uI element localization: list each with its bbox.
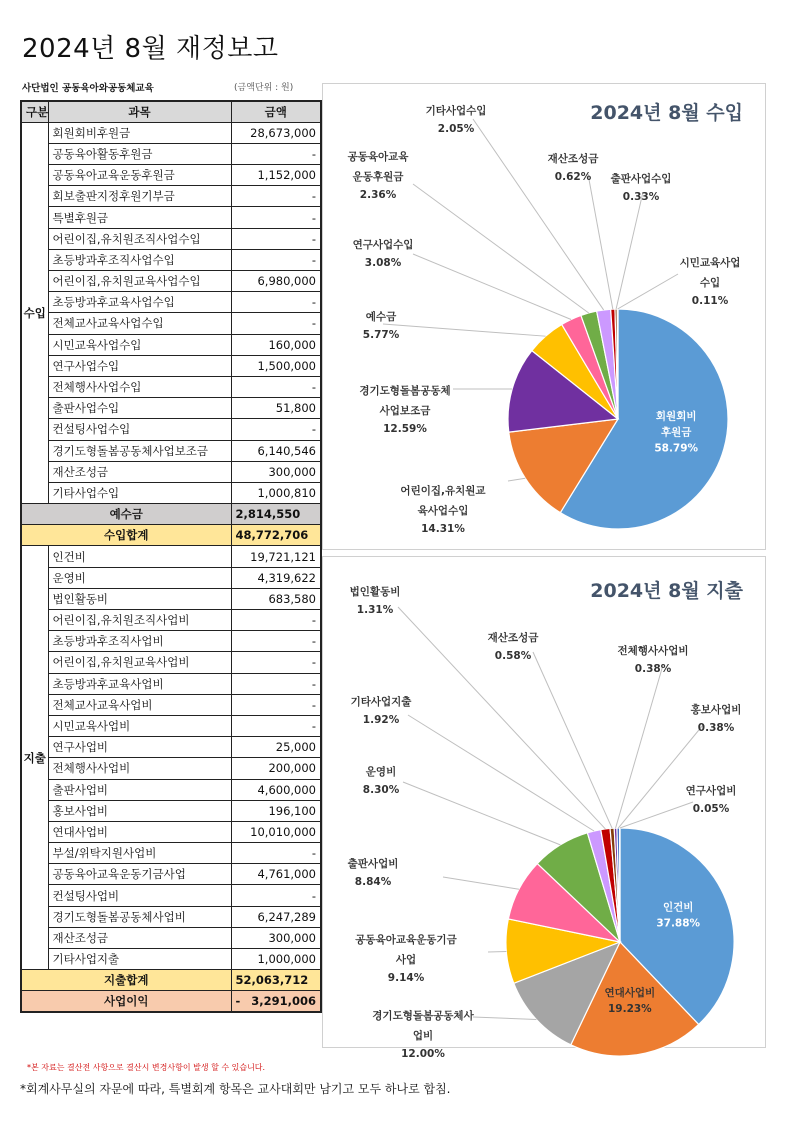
item-name: 시민교육사업비 <box>48 715 231 736</box>
table-row <box>21 376 321 397</box>
profit-value: 3,291,006 <box>251 994 316 1009</box>
leader-line <box>413 254 571 319</box>
table-row <box>21 546 321 567</box>
slice-label: 재산조성금 <box>547 153 599 165</box>
item-amount: 25,000 <box>231 737 321 758</box>
item-amount: 10,010,000 <box>231 821 321 842</box>
slice-value-label: 12.59% <box>383 423 427 435</box>
table-row <box>21 949 321 970</box>
item-amount: 1,500,000 <box>231 355 321 376</box>
item-amount: - <box>231 186 321 207</box>
deposit-label: 예수금 <box>21 504 231 525</box>
leader-line <box>413 184 589 313</box>
item-amount: - <box>231 715 321 736</box>
leader-line <box>618 274 678 309</box>
table-row <box>21 737 321 758</box>
table-header-row <box>21 101 321 122</box>
table-row <box>21 588 321 609</box>
item-amount: - <box>231 249 321 270</box>
item-amount: 4,319,622 <box>231 567 321 588</box>
item-amount: 200,000 <box>231 758 321 779</box>
table-row <box>21 631 321 652</box>
leader-line <box>508 478 525 481</box>
slice-value-label: 0.11% <box>691 295 729 307</box>
slice-label: 법인활동비 <box>349 586 401 598</box>
item-name: 컨설팅사업수입 <box>48 419 231 440</box>
item-amount: - <box>231 419 321 440</box>
leader-line <box>473 119 604 310</box>
item-name: 연대사업비 <box>48 821 231 842</box>
slice-label: 출판사업비 <box>347 858 399 870</box>
income-group-label: 수입 <box>21 122 48 503</box>
item-amount: 28,673,000 <box>231 122 321 143</box>
finance-table <box>20 100 322 1013</box>
item-amount: - <box>231 843 321 864</box>
slice-value-label: 0.05% <box>692 803 730 815</box>
item-name: 경기도형돌봄공동체사업보조금 <box>48 440 231 461</box>
item-amount: 1,152,000 <box>231 165 321 186</box>
item-amount: - <box>231 673 321 694</box>
slice-label: 회원회비 <box>655 410 697 423</box>
item-name: 홍보사업비 <box>48 800 231 821</box>
item-amount: 4,600,000 <box>231 779 321 800</box>
column-header: 구분 <box>21 101 48 122</box>
profit-sign: - <box>235 994 241 1009</box>
expense-total-amount: 52,063,712 <box>231 970 321 991</box>
table-row <box>21 694 321 715</box>
table-row <box>21 906 321 927</box>
leader-line <box>408 715 594 831</box>
table-row <box>21 249 321 270</box>
table-row <box>21 927 321 948</box>
deposit-row <box>21 504 321 525</box>
table-row <box>21 122 321 143</box>
item-name: 경기도형돌봄공동체사업비 <box>48 906 231 927</box>
slice-label: 업비 <box>412 1030 434 1042</box>
slice-label: 후원금 <box>660 426 692 439</box>
slice-label: 경기도형돌봄공동체 <box>359 385 451 397</box>
page-title: 2024년 8월 재정보고 <box>22 34 279 64</box>
item-amount: 683,580 <box>231 588 321 609</box>
chart-title: 2024년 8월 수입 <box>590 102 743 124</box>
item-amount: - <box>231 694 321 715</box>
slice-value-label: 0.33% <box>622 191 660 203</box>
slice-label: 사업보조금 <box>379 405 431 417</box>
slice-label: 연대사업비 <box>604 986 656 999</box>
slice-value-label: 12.00% <box>401 1048 445 1060</box>
slice-label: 전체행사사업비 <box>617 645 689 657</box>
item-name: 초등방과후교육사업비 <box>48 673 231 694</box>
table-row <box>21 398 321 419</box>
item-name: 출판사업수입 <box>48 398 231 419</box>
slice-label: 기타사업수입 <box>425 105 487 117</box>
table-row <box>21 334 321 355</box>
item-name: 인건비 <box>48 546 231 567</box>
item-name: 연구사업수입 <box>48 355 231 376</box>
expense-total-label: 지출합계 <box>21 970 231 991</box>
item-amount: 1,000,000 <box>231 949 321 970</box>
item-amount: 4,761,000 <box>231 864 321 885</box>
item-name: 부설/위탁지원사업비 <box>48 843 231 864</box>
item-name: 초등방과후교육사업수입 <box>48 292 231 313</box>
item-name: 어린이집,유치원교육사업비 <box>48 652 231 673</box>
leader-line <box>488 951 506 952</box>
leader-line <box>588 174 613 309</box>
leader-line <box>403 782 560 845</box>
item-amount: - <box>231 313 321 334</box>
table-row <box>21 143 321 164</box>
slice-label: 운동후원금 <box>352 171 404 183</box>
table-row <box>21 843 321 864</box>
item-amount: - <box>231 610 321 631</box>
slice-value-label: 3.08% <box>364 257 402 269</box>
item-name: 공동육아교육운동후원금 <box>48 165 231 186</box>
table-row <box>21 567 321 588</box>
table-row <box>21 673 321 694</box>
slice-value-label: 8.30% <box>362 784 400 796</box>
expense-group-label: 지출 <box>21 546 48 970</box>
table-row <box>21 461 321 482</box>
leader-line <box>620 802 693 828</box>
item-amount: 300,000 <box>231 927 321 948</box>
item-amount: - <box>231 228 321 249</box>
table-row <box>21 821 321 842</box>
item-amount: - <box>231 143 321 164</box>
item-name: 어린이집,유치원조직사업비 <box>48 610 231 631</box>
table-row <box>21 482 321 503</box>
slice-label: 인건비 <box>662 901 694 914</box>
slice-label: 사업 <box>395 954 417 966</box>
item-name: 회원회비후원금 <box>48 122 231 143</box>
table-row <box>21 885 321 906</box>
item-name: 공동육아교육운동기금사업 <box>48 864 231 885</box>
slice-label: 연구사업비 <box>685 785 737 797</box>
item-amount: 6,980,000 <box>231 271 321 292</box>
slice-value-label: 9.14% <box>387 972 425 984</box>
table-row <box>21 715 321 736</box>
slice-label: 운영비 <box>365 766 397 778</box>
income-total-amount: 48,772,706 <box>231 525 321 546</box>
slice-value-label: 2.36% <box>359 189 397 201</box>
chart-title: 2024년 8월 지출 <box>590 580 743 602</box>
item-amount: 6,140,546 <box>231 440 321 461</box>
slice-value-label: 1.31% <box>356 604 394 616</box>
item-name: 기타사업수입 <box>48 482 231 503</box>
expense-chart-panel <box>322 556 766 1060</box>
slice-label: 수입 <box>699 277 721 289</box>
column-header: 과목 <box>48 101 231 122</box>
item-amount: - <box>231 207 321 228</box>
slice-label: 경기도형돌봄공동체사 <box>372 1010 474 1022</box>
item-amount: - <box>231 885 321 906</box>
table-row <box>21 228 321 249</box>
table-row <box>21 292 321 313</box>
leader-line <box>533 652 612 828</box>
item-name: 출판사업비 <box>48 779 231 800</box>
leader-line <box>383 324 546 336</box>
slice-label: 시민교육사업 <box>679 257 741 269</box>
deposit-amount: 2,814,550 <box>231 504 321 525</box>
item-name: 재산조성금 <box>48 461 231 482</box>
item-name: 전체행사사업수입 <box>48 376 231 397</box>
amount-unit: (금액단위 : 원) <box>234 83 294 93</box>
table-row <box>21 779 321 800</box>
item-amount: - <box>231 631 321 652</box>
accounting-note: *회계사무실의 자문에 따라, 특별회계 항목은 교사대회만 남기고 모두 하나로 합침. <box>20 1082 451 1096</box>
table-row <box>21 355 321 376</box>
slice-value-label: 8.84% <box>354 876 392 888</box>
slice-value-label: 1.92% <box>362 714 400 726</box>
expense-pie-chart <box>323 557 765 1060</box>
slice-value-label: 0.38% <box>697 722 735 734</box>
table-row <box>21 313 321 334</box>
slice-value-label: 0.38% <box>634 663 672 675</box>
item-name: 전체행사사업비 <box>48 758 231 779</box>
table-row <box>21 610 321 631</box>
expense-total-row <box>21 970 321 991</box>
preliminary-note: *본 자료는 결산전 사항으로 결산시 변경사항이 발생 할 수 있습니다. <box>27 1063 266 1072</box>
slice-value-label: 14.31% <box>421 523 465 535</box>
table-row <box>21 864 321 885</box>
profit-row <box>21 991 321 1012</box>
slice-label: 육사업수입 <box>417 505 469 517</box>
table-row <box>21 440 321 461</box>
item-name: 전체교사교육사업수입 <box>48 313 231 334</box>
item-name: 어린이집,유치원조직사업수입 <box>48 228 231 249</box>
item-name: 초등방과후조직사업수입 <box>48 249 231 270</box>
slice-label: 공동육아교육운동기금 <box>355 934 457 946</box>
leader-line <box>443 877 519 889</box>
item-name: 초등방과후조직사업비 <box>48 631 231 652</box>
table-row <box>21 271 321 292</box>
slice-value-label: 0.58% <box>494 650 532 662</box>
item-amount: 160,000 <box>231 334 321 355</box>
item-amount: - <box>231 292 321 313</box>
slice-value-label: 37.88% <box>656 917 701 930</box>
slice-value-label: 19.23% <box>607 1002 652 1015</box>
item-name: 컨설팅사업비 <box>48 885 231 906</box>
item-name: 시민교육사업수입 <box>48 334 231 355</box>
item-amount: - <box>231 376 321 397</box>
item-amount: - <box>231 652 321 673</box>
table-row <box>21 800 321 821</box>
profit-amount <box>231 991 321 1012</box>
item-name: 회보출판지정후원기부금 <box>48 186 231 207</box>
table-row <box>21 652 321 673</box>
item-amount: 1,000,810 <box>231 482 321 503</box>
slice-value-label: 2.05% <box>437 123 475 135</box>
income-total-label: 수입합계 <box>21 525 231 546</box>
item-name: 전체교사교육사업비 <box>48 694 231 715</box>
leader-line <box>616 665 663 828</box>
income-total-row <box>21 525 321 546</box>
item-name: 연구사업비 <box>48 737 231 758</box>
organization-name: 사단법인 공동육아와공동체교육 <box>22 83 154 94</box>
item-name: 법인활동비 <box>48 588 231 609</box>
table-row <box>21 207 321 228</box>
slice-label: 어린이집,유치원교 <box>400 485 486 497</box>
leader-line <box>473 1017 536 1019</box>
item-amount: 51,800 <box>231 398 321 419</box>
slice-label: 기타사업지출 <box>350 696 412 708</box>
item-amount: 19,721,121 <box>231 546 321 567</box>
income-chart-panel <box>322 83 766 550</box>
table-row <box>21 419 321 440</box>
pie-slice <box>617 309 618 419</box>
item-name: 공동육아활동후원금 <box>48 143 231 164</box>
slice-label: 공동육아교육 <box>347 151 409 163</box>
leader-line <box>616 192 643 309</box>
item-name: 운영비 <box>48 567 231 588</box>
item-name: 특별후원금 <box>48 207 231 228</box>
item-amount: 196,100 <box>231 800 321 821</box>
income-pie-chart <box>323 84 765 549</box>
item-name: 기타사업지출 <box>48 949 231 970</box>
table-row <box>21 758 321 779</box>
item-amount: 300,000 <box>231 461 321 482</box>
slice-label: 출판사업수입 <box>610 173 672 185</box>
profit-label: 사업이익 <box>21 991 231 1012</box>
item-name: 어린이집,유치원교육사업수입 <box>48 271 231 292</box>
item-name: 재산조성금 <box>48 927 231 948</box>
slice-value-label: 0.62% <box>554 171 592 183</box>
item-amount: 6,247,289 <box>231 906 321 927</box>
slice-value-label: 58.79% <box>654 442 699 455</box>
slice-label: 연구사업수입 <box>352 239 414 251</box>
slice-value-label: 5.77% <box>362 329 400 341</box>
slice-label: 재산조성금 <box>487 632 539 644</box>
slice-label: 예수금 <box>365 311 397 323</box>
table-row <box>21 186 321 207</box>
table-row <box>21 165 321 186</box>
slice-label: 홍보사업비 <box>690 704 742 716</box>
column-header: 금액 <box>231 101 321 122</box>
